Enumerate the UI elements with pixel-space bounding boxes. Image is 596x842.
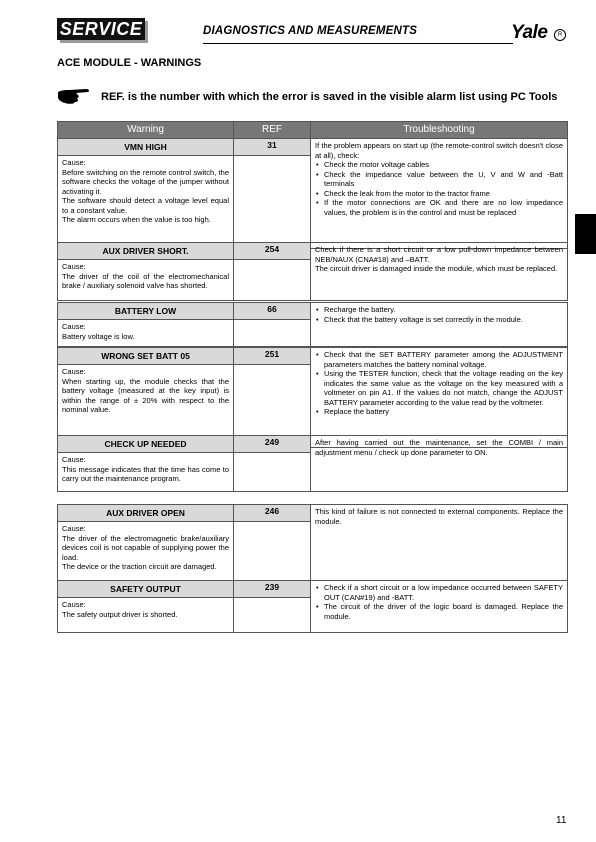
- service-badge: SERVICE: [57, 18, 145, 40]
- ref-blank-cell: [234, 320, 311, 347]
- header-rule: [203, 43, 513, 44]
- warning-ref: 254: [234, 243, 311, 260]
- troubleshooting-step: • Check if a short circuit or a low impedance occurred between SAFETY OUT (CAN#19) and -BATT.: [315, 583, 563, 602]
- troubleshooting-step: • Replace the battery: [315, 407, 563, 417]
- warning-table: [57, 121, 568, 249]
- cause-label: Cause:: [62, 600, 86, 609]
- troubleshooting-cell: [311, 243, 568, 301]
- page-header: [57, 16, 567, 46]
- warning-ref: 249: [234, 436, 311, 453]
- ref-note: REF. is the number with which the error is saved in the visible alarm list using PC Tools: [101, 91, 558, 103]
- warning-name: SAFETY OUTPUT: [58, 581, 234, 598]
- cause-text: The safety output driver is shorted.: [62, 609, 178, 619]
- troubleshooting-step: • Check the impedance value between the U, V and W and -Batt terminals: [315, 170, 563, 189]
- warning-ref: 66: [234, 303, 311, 320]
- column-header-ref: REF: [234, 122, 311, 139]
- page-number: 11: [556, 815, 567, 826]
- cause-cell: [58, 453, 234, 492]
- warning-name: CHECK UP NEEDED: [58, 436, 234, 453]
- warning-table: [57, 504, 568, 581]
- header-title: DIAGNOSTICS AND MEASUREMENTS: [203, 25, 418, 37]
- warning-ref: 251: [234, 348, 311, 365]
- warning-name: VMN HIGH: [58, 139, 234, 156]
- troubleshooting-cell: [311, 581, 568, 633]
- column-header-troubleshooting: Troubleshooting: [311, 122, 568, 139]
- cause-label: Cause:: [62, 455, 86, 464]
- warning-table: [57, 242, 568, 301]
- ref-blank-cell: [234, 156, 311, 249]
- troubleshooting-step: • Recharge the battery.: [315, 305, 563, 315]
- troubleshooting-step: • If the motor connections are OK and there are no low impedance values, the problem is in the control and must be replaced: [315, 198, 563, 217]
- cause-label: Cause:: [62, 158, 86, 167]
- warning-table: [57, 302, 568, 347]
- troubleshooting-list: [315, 305, 563, 324]
- troubleshooting-step: • Check that the battery voltage is set correctly in the module.: [315, 315, 563, 325]
- cause-cell: [58, 320, 234, 347]
- troubleshooting-list: [315, 160, 563, 217]
- cause-cell: [58, 156, 234, 249]
- warning-table: [57, 580, 568, 633]
- registered-mark: R: [554, 29, 566, 41]
- warning-table: [57, 347, 568, 448]
- troubleshooting-cell: [311, 505, 568, 581]
- cause-text: Battery voltage is low.: [62, 331, 135, 341]
- troubleshooting-intro: Check if there is a short circuit or a low pull-down impedance between NEB/NAUX (CNA#18) and –BATT. The circuit driver is damaged inside the module, which must be replaced.: [315, 245, 563, 273]
- warning-name: AUX DRIVER SHORT.: [58, 243, 234, 260]
- troubleshooting-step: • Check that the SET BATTERY parameter among the ADJUSTMENT parameters matches the battery nominal voltage.: [315, 350, 563, 369]
- cause-text: The driver of the coil of the electromechanical brake / auxiliary solenoid valve has shorted.: [62, 271, 229, 290]
- side-tab-marker: [575, 214, 596, 254]
- cause-cell: [58, 260, 234, 301]
- troubleshooting-intro: This kind of failure is not connected to external components. Replace the module.: [315, 507, 563, 526]
- warning-table: [57, 435, 568, 492]
- cause-text: The driver of the electromagnetic brake/auxiliary devices coil is not capable of supplying power the load. The device or the traction circuit are damaged.: [62, 533, 229, 571]
- cause-cell: [58, 522, 234, 581]
- section-title: ACE MODULE - WARNINGS: [57, 57, 202, 69]
- troubleshooting-step: • Using the TESTER function, check that the voltage reading on the key indicates the same value as the voltage on the key measured with a voltmeter on pin A1. If the values do not match, change the ADJUST BATTERY parameter according to the value read by the voltmeter.: [315, 369, 563, 407]
- troubleshooting-cell: [311, 348, 568, 448]
- cause-cell: [58, 598, 234, 633]
- troubleshooting-intro: If the problem appears on start up (the remote-control switch doesn't close at all), check:: [315, 141, 563, 160]
- pointing-hand-icon: [56, 85, 92, 105]
- cause-label: Cause:: [62, 262, 86, 271]
- column-header-warning: Warning: [58, 122, 234, 139]
- warning-ref: 239: [234, 581, 311, 598]
- troubleshooting-list: [315, 583, 563, 621]
- warning-ref: 31: [234, 139, 311, 156]
- troubleshooting-cell: [311, 436, 568, 492]
- ref-blank-cell: [234, 260, 311, 301]
- troubleshooting-step: • Check the motor voltage cables: [315, 160, 563, 170]
- cause-label: Cause:: [62, 524, 86, 533]
- warning-ref: 246: [234, 505, 311, 522]
- troubleshooting-list: [315, 350, 563, 417]
- ref-blank-cell: [234, 453, 311, 492]
- troubleshooting-cell: [311, 303, 568, 347]
- cause-label: Cause:: [62, 322, 86, 331]
- warning-name: AUX DRIVER OPEN: [58, 505, 234, 522]
- cause-label: Cause:: [62, 367, 86, 376]
- warning-name: WRONG SET BATT 05: [58, 348, 234, 365]
- yale-logo: Yale: [511, 22, 548, 43]
- cause-text: This message indicates that the time has come to carry out the maintenance program.: [62, 464, 229, 483]
- ref-blank-cell: [234, 522, 311, 581]
- ref-blank-cell: [234, 598, 311, 633]
- cause-text: Before switching on the remote control switch, the software checks the voltage of the jumper without activating it. The software should detect a voltage level equal to a constant value. The alarm occurs when the value is too high.: [62, 167, 229, 224]
- cause-text: When starting up, the module checks that the battery voltage (measured at the key input) is within the range of ± 20% with respect to the nominal value.: [62, 376, 229, 414]
- troubleshooting-cell: [311, 139, 568, 249]
- troubleshooting-step: • The circuit of the driver of the logic board is damaged. Replace the module.: [315, 602, 563, 621]
- warning-name: BATTERY LOW: [58, 303, 234, 320]
- troubleshooting-step: • Check the leak from the motor to the tractor frame: [315, 189, 563, 199]
- troubleshooting-intro: After having carried out the maintenance, set the COMBI / main adjustment menu / check up done parameter to ON.: [315, 438, 563, 457]
